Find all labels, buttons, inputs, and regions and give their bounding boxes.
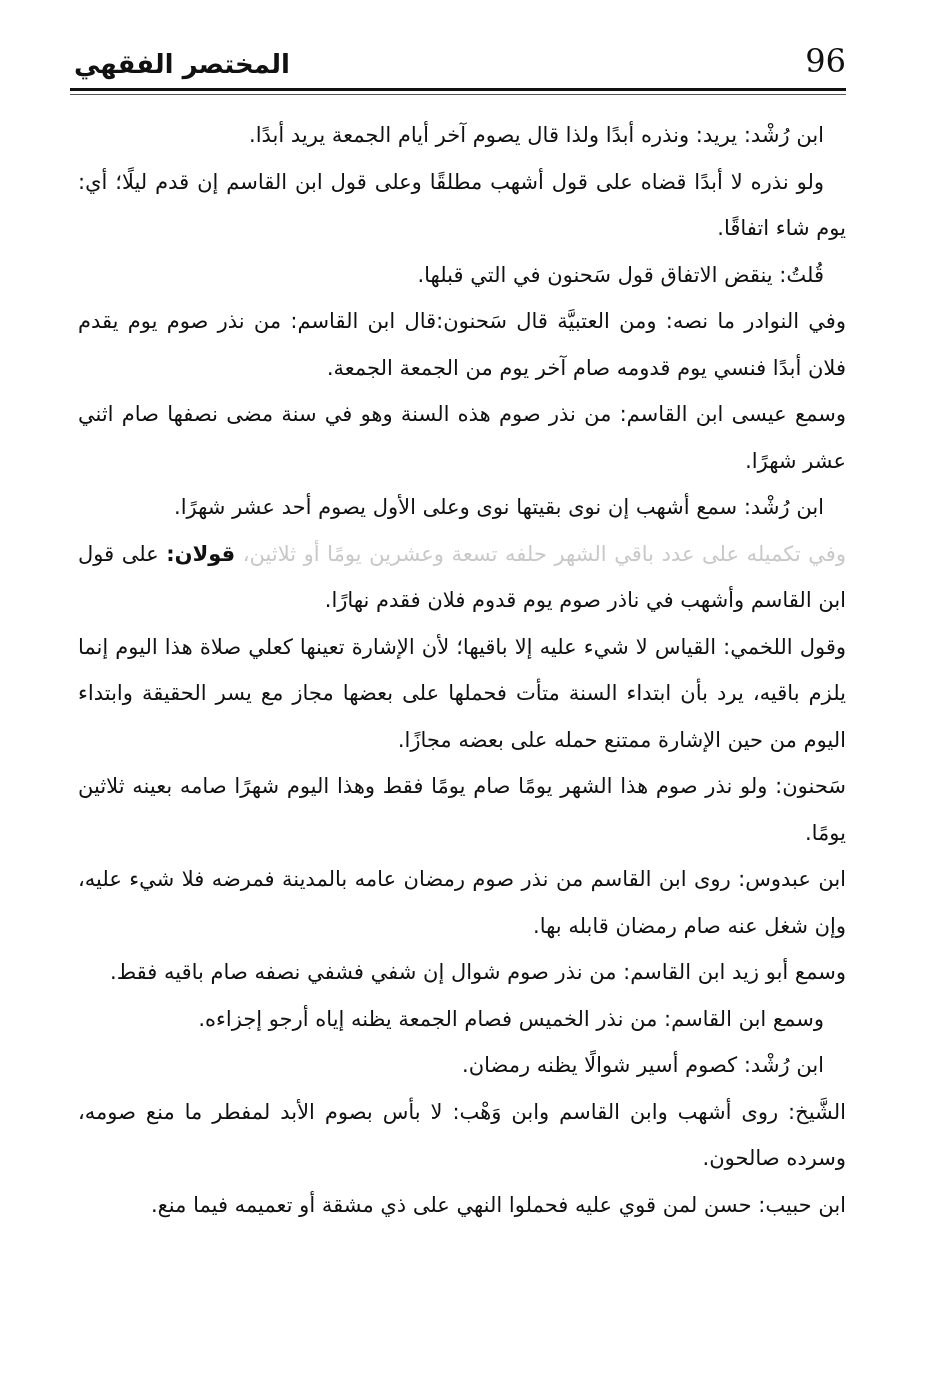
header-rule-thin xyxy=(70,94,846,95)
running-title: المختصر الفقهي xyxy=(74,50,290,80)
paragraph: ابن رُشْد: كصوم أسير شوالًا يظنه رمضان. xyxy=(462,1053,824,1077)
paragraph: وفي النوادر ما نصه: ومن العتبيَّة قال سَحنون:قال ابن القاسم: من نذر صوم يوم يقدم فلان أبدًا فنسي يوم قدومه صام آخر يوم من الجمعة الجمعة. xyxy=(78,309,846,380)
paragraph: سَحنون: ولو نذر صوم هذا الشهر يومًا صام يومًا فقط وهذا اليوم شهرًا صامه بعينه ثلاثين يومًا. xyxy=(78,774,846,845)
paragraph: ابن رُشْد: يريد: ونذره أبدًا ولذا قال يصوم آخر أيام الجمعة يريد أبدًا. xyxy=(249,123,824,147)
paragraph: وقول اللخمي: القياس لا شيء عليه إلا باقيها؛ لأن الإشارة تعينها كعلي صلاة هذا اليوم إنما يلزم باقيه، يرد بأن ابتداء السنة متأت فحملها على بعضها مجاز مع يسر الحقيقة وابتداء اليوم من حين الإشارة ممتنع حمله على بعضه مجازًا. xyxy=(78,634,846,752)
paragraph xyxy=(78,531,846,624)
page-header xyxy=(70,38,846,96)
paragraph: قُلتُ: ينقض الاتفاق قول سَحنون في التي قبلها. xyxy=(417,262,824,287)
faded-text: وفي تكميله على عدد باقي الشهر حلفه تسعة وعشرين يومًا أو ثلاثين، xyxy=(242,541,846,566)
paragraph: وسمع أبو زيد ابن القاسم: من نذر صوم شوال إن شفي فشفي نصفه صام باقيه فقط. xyxy=(110,960,846,984)
paragraph: ابن عبدوس: روى ابن القاسم من نذر صوم رمضان عامه بالمدينة فمرضه فلا شيء عليه، وإن شغل عنه صام رمضان قابله بها. xyxy=(78,867,846,938)
paragraph: وسمع عيسى ابن القاسم: من نذر صوم هذه السنة وهو في سنة مضى نصفها صام اثني عشر شهرًا. xyxy=(78,402,846,473)
paragraph-text: على قول ابن القاسم وأشهب في ناذر صوم يوم قدوم فلان فقدم نهارًا. xyxy=(78,541,846,612)
paragraph: ابن حبيب: حسن لمن قوي عليه فحملوا النهي على ذي مشقة أو تعميمه فيما منع. xyxy=(150,1192,846,1217)
bold-text: قولان: xyxy=(166,541,236,566)
paragraph: ولو نذره لا أبدًا قضاه على قول أشهب مطلقًا وعلى قول ابن القاسم إن قدم ليلًا؛ أي: يوم شاء اتفاقًا. xyxy=(78,169,846,240)
body-text xyxy=(78,112,846,1228)
paragraph: ابن رُشْد: سمع أشهب إن نوى بقيتها نوى وعلى الأول يصوم أحد عشر شهرًا. xyxy=(174,495,824,519)
paragraph: الشَّيخ: روى أشهب وابن القاسم وابن وَهْب: لا بأس بصوم الأبد لمفطر ما منع صومه، وسرده صالحون. xyxy=(78,1099,846,1170)
header-rule xyxy=(70,88,846,91)
paragraph: وسمع ابن القاسم: من نذر الخميس فصام الجمعة يظنه إياه أرجو إجزاءه. xyxy=(198,1006,824,1031)
page-number: 96 xyxy=(805,42,846,80)
